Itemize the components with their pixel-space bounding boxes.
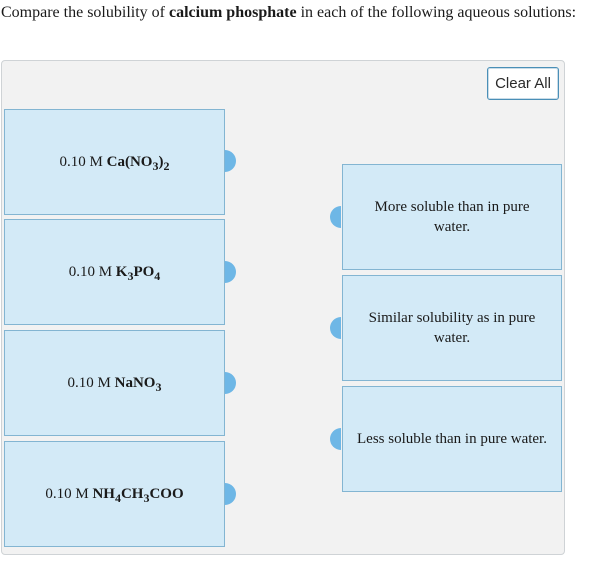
solution-label bbox=[68, 373, 162, 393]
category-label: Less soluble than in pure water. bbox=[357, 431, 547, 447]
solution-label bbox=[45, 484, 183, 504]
solution-formula: $NH_4CH_3COO$ bbox=[92, 486, 184, 505]
solution-card-nano3[interactable] bbox=[4, 330, 225, 436]
clear-all-button[interactable]: Clear All bbox=[487, 67, 559, 100]
category-label: Similar solubility as in pure water. bbox=[368, 310, 536, 346]
category-card-similar-solubility[interactable] bbox=[342, 275, 562, 381]
solution-concentration: 0.10 M bbox=[45, 486, 93, 502]
solution-formula: NaNO$_3$ bbox=[114, 375, 162, 394]
category-label: More soluble than in pure water. bbox=[374, 199, 530, 235]
solution-concentration: 0.10 M bbox=[59, 154, 107, 170]
solution-card-ca-no3-2[interactable] bbox=[4, 109, 225, 215]
question-compound: calcium phosphate bbox=[168, 4, 297, 21]
question-suffix: in each of the following aqueous solutions: bbox=[296, 4, 577, 21]
category-card-less-soluble[interactable] bbox=[342, 386, 562, 492]
category-card-more-soluble[interactable] bbox=[342, 164, 562, 270]
question-prefix: Compare the solubility of bbox=[1, 4, 169, 21]
solution-card-nh4ch3coo[interactable] bbox=[4, 441, 225, 547]
solution-concentration: 0.10 M bbox=[68, 264, 116, 280]
solution-label bbox=[60, 152, 170, 172]
question-text bbox=[1, 3, 576, 23]
solution-label bbox=[69, 262, 161, 282]
solution-formula: $K_3PO_4$ bbox=[115, 264, 161, 283]
solution-formula: $Ca(NO_3)_2$ bbox=[106, 154, 170, 173]
solution-card-k3po4[interactable] bbox=[4, 219, 225, 325]
solution-concentration: 0.10 M bbox=[67, 375, 115, 391]
